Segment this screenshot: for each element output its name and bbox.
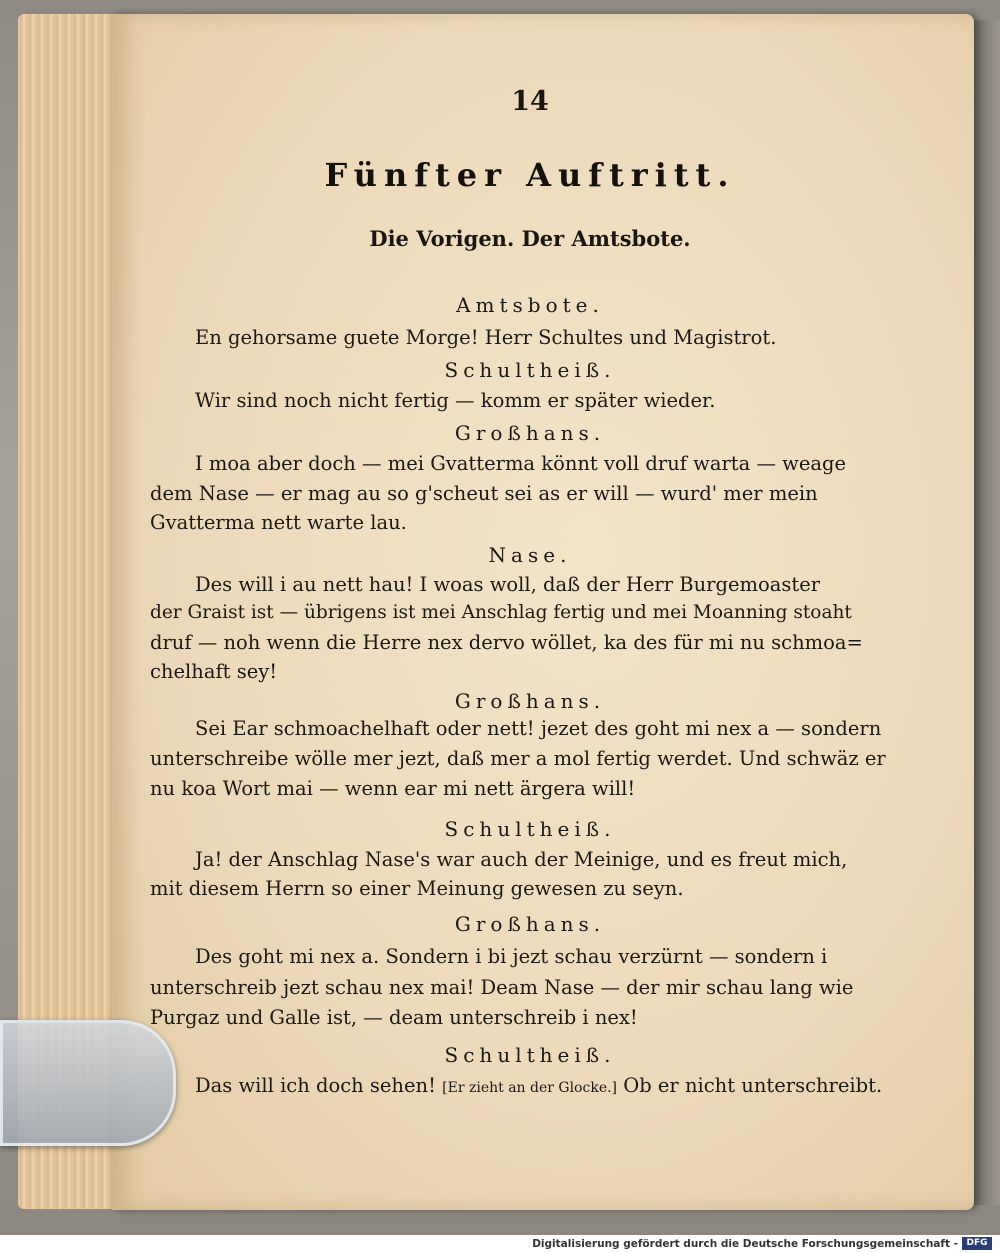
page-number: 14 [511,86,549,117]
dialogue-line: dem Nase — er mag au so g'scheut sei as er will — wurd' mer mein [150,482,818,505]
speaker-name: Großhans. [454,421,606,445]
dialogue-line: der Graist ist — übrigens ist mei Anschlag fertig und mei Moanning stoaht [150,602,852,623]
book-right-edge [972,20,1000,1205]
speaker-name: Schultheiß. [444,1043,616,1067]
funding-notice: Digitalisierung gefördert durch die Deutsche Forschungsgemeinschaft - [532,1238,958,1250]
dialogue-line: chelhaft sey! [150,660,278,683]
dialogue-text-segment: Das will ich doch sehen! [195,1074,436,1097]
speaker-name: Schultheiß. [444,817,616,841]
page-clip [0,1020,176,1146]
dialogue-line: Sei Ear schmoachelhaft oder nett! jezet des goht mi nex a — sondern [195,717,882,740]
dialogue-line [195,1074,882,1097]
dialogue-line: Des goht mi nex a. Sondern i bi jezt schau verzürnt — sondern i [195,945,828,968]
dialogue-line: mit diesem Herrn so einer Meinung gewesen zu seyn. [150,877,684,900]
dialogue-line: En gehorsame guete Morge! Herr Schultes und Magistrot. [195,326,777,349]
dialogue-line: Gvatterma nett warte lau. [150,511,407,534]
dialogue-text-segment: Ob er nicht unterschreibt. [623,1074,883,1097]
speaker-name: Nase. [488,543,572,567]
speaker-name: Amtsbote. [456,293,604,317]
stage-direction: [Er zieht an der Glocke.] [442,1080,618,1096]
dialogue-line: Wir sind noch nicht fertig — komm er später wieder. [195,389,716,412]
dialogue-line: unterschreibe wölle mer jezt, daß mer a mol fertig werdet. Und schwäz er [150,747,886,770]
dialogue-line: unterschreib jezt schau nex mai! Deam Nase — der mir schau lang wie [150,976,854,999]
scene-title: Fünfter Auftritt. [324,156,736,194]
dialogue-line: nu koa Wort mai — wenn ear mi nett ärgera will! [150,777,636,800]
dialogue-line: Ja! der Anschlag Nase's war auch der Meinige, und es freut mich, [195,848,848,871]
dialogue-line: druf — noh wenn die Herre nex dervo wöllet, ka des für mi nu schmoa= [150,631,863,654]
characters-line: Die Vorigen. Der Amtsbote. [369,226,691,251]
speaker-name: Großhans. [454,689,606,713]
dialogue-line: Purgaz und Galle ist, — deam unterschreib i nex! [150,1006,638,1029]
speaker-name: Großhans. [454,912,606,936]
dialogue-line: I moa aber doch — mei Gvatterma könnt voll druf warta — weage [195,452,847,475]
dialogue-line: Des will i au nett hau! I woas woll, daß der Herr Burgemoaster [195,573,821,596]
speaker-name: Schultheiß. [444,358,616,382]
dfg-logo: DFG [962,1237,992,1250]
